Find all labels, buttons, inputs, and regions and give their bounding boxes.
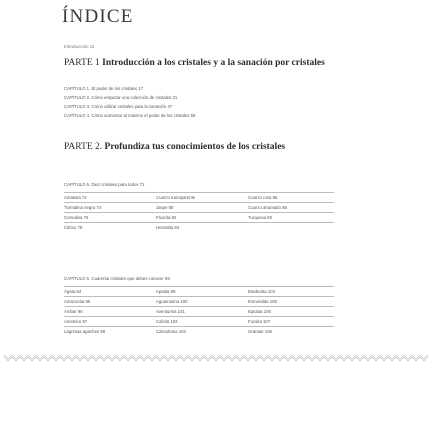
list-item: Ametrino 97 — [64, 319, 88, 324]
part-2-heading — [64, 142, 376, 153]
list-item: Granate 108 — [248, 329, 272, 334]
chapter-5-stone-list — [64, 192, 334, 232]
list-item: Cuarzo rosa 86 — [248, 195, 278, 200]
list-item: Jaspe 80 — [156, 205, 174, 210]
list-item: Ágata 94 — [64, 289, 82, 294]
list-item: Cuarzo transparente — [156, 195, 196, 200]
list-item: Amatista 72 — [64, 195, 87, 200]
chapter-entry: CAPÍTULO 1. El poder de los cristales 17 — [64, 86, 144, 91]
list-item: Aventurina 101 — [156, 309, 185, 314]
list-item: Lágrimas apaches 98 — [64, 329, 106, 334]
chapter-entry: CAPÍTULO 4. Cómo aumentar al máximo el poder de los cristales 59 — [64, 113, 196, 118]
list-item: Calcita 102 — [156, 319, 178, 324]
decorative-zigzag-border — [4, 353, 428, 363]
part-1-number: PARTE 1 — [64, 58, 100, 68]
chapter-entry: CAPÍTULO 2. Cómo empezar una colección de cristales 31 — [64, 95, 178, 100]
list-item: Citrino 78 — [64, 225, 83, 230]
part-1-heading — [64, 58, 376, 69]
list-item: Cornalina 76 — [64, 215, 89, 220]
list-item: Fluorita 82 — [156, 215, 177, 220]
list-item: Cuarzo ahumado 88 — [248, 205, 287, 210]
list-item: Calcedonia 103 — [156, 329, 186, 334]
list-item — [248, 223, 334, 232]
intro-entry: Introducción 11 — [64, 44, 95, 49]
chapter-entry: CAPÍTULO 6. Cuarenta cristales que debes conocer 93 — [64, 276, 170, 281]
chapter-entry: CAPÍTULO 3. Cómo utilizar cristales para la sanación 47 — [64, 104, 173, 109]
list-item: Aguamarina 100 — [156, 299, 188, 304]
list-item: Ámbar 96 — [64, 309, 83, 314]
part-2-title: Profundiza tus conocimientos de los cristales — [104, 142, 286, 152]
list-item: Apatita 99 — [156, 289, 176, 294]
part-1-title: Introducción a los cristales y a la sanación por cristales — [102, 58, 325, 68]
page-title: ÍNDICE — [62, 6, 134, 27]
list-item: Turmalina negra 74 — [64, 205, 102, 210]
list-item: Turquesa 90 — [248, 215, 272, 220]
list-item: Hematita 84 — [156, 225, 180, 230]
list-item: Fucsita 107 — [248, 319, 271, 324]
chapter-6-stone-list — [64, 286, 334, 336]
part-2-number: PARTE 2. — [64, 142, 103, 152]
list-item: Esmeralda 105 — [248, 299, 277, 304]
list-item: Amazonita 95 — [64, 299, 91, 304]
list-item: Danburita 104 — [248, 289, 275, 294]
list-item: Epidota 106 — [248, 309, 271, 314]
chapter-entry: CAPÍTULO 5. Diez cristales para todos 71 — [64, 182, 145, 187]
